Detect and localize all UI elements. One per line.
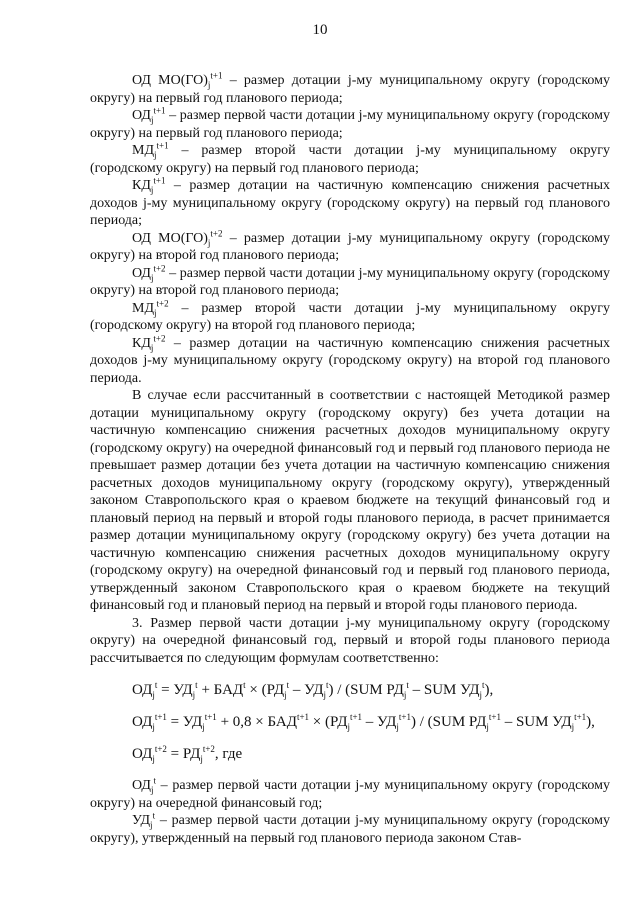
formula-superscript: t	[482, 680, 485, 690]
superscript: t	[152, 810, 156, 821]
formula-term: ),	[586, 714, 595, 730]
formula-term: + БАД	[197, 682, 244, 698]
definition-item	[90, 107, 610, 142]
subscript: j	[154, 149, 157, 160]
formula-term: – SUM УД	[500, 714, 572, 730]
formula-superscript: t+2	[202, 744, 215, 754]
paragraph-case: В случае если рассчитанный в соответствии с настоящей Методикой размер дотации муниципальному округу (городскому округу) без учета дотации на частичную компенсацию снижения расчетных доходов муниципальному округу (городскому округу) на очередной финансовый год и первый год планового периода не превышает размер дотации без учета дотации на частичную компенсацию снижения расчетных доходов муниципальному округу (городскому округу), утвержденный законом Ставропольского края о краевом бюджете на текущий финансовый год и плановый период на первый и второй годы планового периода, в расчет принимается размер дотации муниципальному округу (городскому округу) без учета дотации на частичную компенсацию снижения расчетных доходов муниципальному округу (городскому округу) на очередной финансовый год и первый год планового периода, утвержденный законом Ставропольского края о краевом бюджете на текущий финансовый год и плановый период на первый и второй годы планового периода.	[90, 388, 610, 613]
formula-superscript: t+1	[204, 712, 217, 722]
formula-subscript: j	[403, 690, 407, 700]
definition-item	[90, 262, 610, 300]
formula-term: ОД	[132, 682, 153, 698]
formulas-block	[90, 681, 610, 763]
symbol: КД	[132, 335, 151, 351]
formula-term: , где	[214, 746, 243, 762]
definition-item	[90, 297, 610, 335]
definition-item	[90, 72, 610, 107]
definitions-list-2	[90, 777, 610, 847]
subscript: j	[150, 784, 154, 795]
formula-subscript: j	[347, 722, 350, 732]
formula-superscript: t+2	[154, 744, 167, 754]
symbol: КД	[132, 178, 151, 193]
formula-superscript: t	[286, 680, 290, 690]
subscript: j	[150, 114, 154, 125]
formula-term: – УД	[289, 682, 324, 698]
formula-subscript: j	[323, 690, 326, 700]
definitions-list-1	[90, 72, 610, 387]
definition-text: – размер второй части дотации j-му муниципальному округу (городскому округу) на второй год планового периода;	[90, 300, 610, 333]
superscript: t+2	[210, 227, 223, 238]
symbol: ОД МО(ГО)	[132, 230, 208, 246]
symbol: УД	[132, 813, 151, 828]
symbol: ОД МО(ГО)	[132, 73, 208, 88]
formula-superscript: t+1	[296, 712, 310, 722]
formula-subscript: j	[152, 690, 155, 700]
formula-superscript: t	[243, 680, 246, 690]
subscript: j	[150, 272, 154, 283]
formula-superscript: t	[195, 680, 198, 690]
formula-subscript: j	[396, 722, 399, 732]
definition-item	[90, 777, 610, 812]
formula-term: – SUM УД	[408, 682, 480, 698]
formula-term: × (РД	[245, 682, 285, 698]
definition-text: – размер дотации на частичную компенсацию снижения расчетных доходов j-му муниципальному округу (городскому округу) на второй год планового периода.	[90, 335, 610, 386]
superscript: t+1	[153, 175, 166, 186]
formula-subscript: j	[571, 722, 575, 732]
formula-superscript: t+1	[349, 712, 363, 722]
formula-line	[90, 745, 610, 763]
subscript: j	[150, 819, 153, 830]
subscript: j	[150, 342, 154, 353]
definition-item	[90, 332, 610, 388]
definition-item	[90, 142, 610, 177]
formula-subscript: j	[192, 690, 196, 700]
formula-term: – УД	[362, 714, 397, 730]
page-number: 10	[312, 22, 328, 38]
formula-subscript: j	[200, 754, 203, 764]
superscript: t	[153, 775, 156, 786]
superscript: t+1	[156, 140, 169, 151]
definition-item	[90, 177, 610, 230]
formula-superscript: t	[406, 680, 409, 690]
formula-subscript: j	[152, 754, 155, 764]
definition-text: – размер дотации на частичную компенсацию снижения расчетных доходов j-му муниципальному округу (городскому округу) на первый год планового периода;	[90, 178, 610, 228]
definition-text: – размер первой части дотации j-му муниципальному округу (городскому округу), утвержденный на первый год планового периода законом Став-	[90, 813, 610, 846]
formula-term: ),	[484, 682, 494, 698]
formula-subscript: j	[479, 690, 482, 700]
superscript: t+2	[156, 297, 169, 308]
paragraph-section-3: 3. Размер первой части дотации j-му муниципальному округу (городскому округу) на очередной финансовый год, первый и второй годы планового периода рассчитывается по следующим формулам соответственно:	[90, 615, 610, 666]
symbol: МД	[132, 143, 154, 158]
formula-subscript: j	[202, 722, 205, 732]
definition-text: – размер первой части дотации j-му муниципальному округу (городскому округу) на второй год планового периода;	[90, 265, 610, 298]
formula-term: ОД	[132, 714, 153, 730]
formula-term: = РД	[166, 746, 201, 762]
formula-term: × (РД	[309, 714, 348, 730]
formula-superscript: t+1	[488, 712, 501, 722]
formula-term: ) / (SUM РД	[410, 714, 487, 730]
formula-superscript: t+1	[398, 712, 411, 722]
formula-subscript: j	[152, 722, 155, 732]
superscript: t+2	[153, 332, 166, 343]
symbol: ОД	[132, 778, 151, 793]
symbol: ОД	[132, 108, 151, 123]
superscript: t+1	[153, 105, 166, 116]
superscript: t+1	[210, 70, 223, 81]
formula-superscript: t+1	[574, 712, 587, 722]
formula-subscript: j	[284, 690, 287, 700]
definition-item	[90, 227, 611, 265]
definition-text: – размер дотации j-му муниципальному округу (городскому округу) на первый год планового периода;	[90, 73, 611, 106]
definition-text: – размер второй части дотации j-му муниципальному округу (городскому округу) на первый год планового периода;	[90, 143, 610, 176]
formula-term: + 0,8 × БАД	[216, 714, 297, 730]
subscript: j	[207, 79, 211, 90]
formula-superscript: t	[154, 680, 158, 690]
formula-term: ) / (SUM РД	[328, 682, 404, 698]
formula-term: = УД	[157, 682, 193, 698]
formula-term: ОД	[132, 746, 153, 762]
definition-text: – размер дотации j-му муниципальному округу (городскому округу) на второй год планового периода;	[90, 230, 611, 263]
formula-subscript: j	[486, 722, 489, 732]
subscript: j	[154, 307, 157, 318]
symbol: ОД	[132, 265, 151, 281]
page-body	[90, 72, 610, 847]
definition-item	[90, 812, 610, 847]
symbol: МД	[132, 300, 154, 316]
superscript: t+2	[153, 262, 166, 273]
formula-term: = УД	[166, 714, 203, 730]
subscript: j	[207, 237, 211, 248]
formula-line	[90, 713, 610, 731]
formula-superscript: t	[325, 680, 329, 690]
subscript: j	[150, 184, 154, 195]
definition-text: – размер первой части дотации j-му муниципальному округу (городскому округу) на очередной финансовый год;	[90, 778, 610, 811]
formula-superscript: t+1	[154, 712, 167, 722]
definition-text: – размер первой части дотации j-му муниципальному округу (городскому округу) на первый год планового периода;	[90, 108, 610, 141]
formula-line	[90, 681, 610, 699]
